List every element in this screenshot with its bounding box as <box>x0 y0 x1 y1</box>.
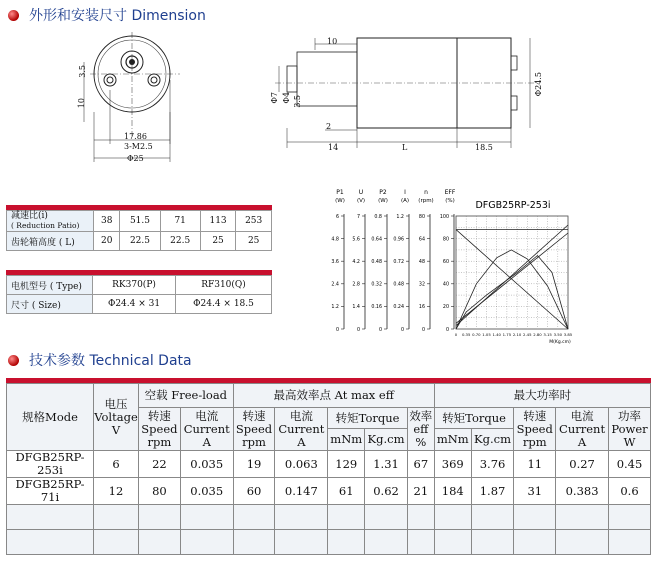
mp-power-header <box>609 408 651 451</box>
axis-tick-label: 3.6 <box>331 260 339 265</box>
axis-tick-label: 48 <box>418 260 425 265</box>
axis-tick-label: 6 <box>335 214 339 220</box>
x-axis-label: M(Kg.cm) <box>549 340 571 345</box>
mp-speed-en: Speed <box>516 421 553 436</box>
gearbox-height-row <box>7 232 272 251</box>
voltage-header-cn: 电压 <box>104 396 128 411</box>
red-bullet-icon <box>8 355 19 366</box>
mp-speed-cell: 11 <box>514 451 556 478</box>
table-row <box>7 451 651 478</box>
motor-size-cell: Φ24.4 × 31 <box>93 295 176 314</box>
model-header: 规格Mode <box>7 384 94 451</box>
ratio-cell: 71 <box>160 211 200 232</box>
mp-kgcm-cell: 3.76 <box>471 451 514 478</box>
mp-current-en: Current <box>559 421 606 436</box>
free-load-header: 空载 Free-load <box>139 384 234 408</box>
x-tick-label: 2.80 <box>533 332 542 337</box>
performance-chart <box>318 186 588 346</box>
axis-unit: (W) <box>378 198 388 204</box>
mp-mnm-cell: 184 <box>434 478 471 505</box>
mp-power-en: Power <box>611 421 648 436</box>
axis-tick-label: 4.2 <box>352 260 360 265</box>
me-kgcm-header: Kg.cm <box>365 429 408 451</box>
me-eff-cn: 效率 <box>409 408 433 423</box>
side-dim-phi245: Φ24.5 <box>534 72 543 97</box>
me-current-unit: A <box>297 434 306 449</box>
front-view-drawing <box>70 32 210 172</box>
axis-unit: (rpm) <box>418 198 434 204</box>
axis-tick-label: 60 <box>442 260 449 265</box>
fl-speed-cell: 22 <box>139 451 181 478</box>
x-tick-label: 0.70 <box>472 332 481 337</box>
reduction-ratio-label-cn: 减速比(i) <box>11 211 48 221</box>
chart-title: DFGB25RP-253i <box>475 200 551 211</box>
axis-tick-label: 0.72 <box>393 260 404 265</box>
axis-unit: (%) <box>445 198 455 204</box>
side-dim-phi4: Φ4 <box>282 92 291 104</box>
voltage-cell: 12 <box>94 478 139 505</box>
me-speed-unit: rpm <box>242 434 266 449</box>
tech-header-row-1 <box>7 384 651 408</box>
front-dim-35: 3.5 <box>78 65 87 78</box>
mp-current-header <box>556 408 609 451</box>
me-speed-header <box>233 408 275 451</box>
mp-power-unit: W <box>623 434 636 449</box>
axis-name: U <box>358 189 364 196</box>
axis-unit: (V) <box>356 198 366 204</box>
gearbox-height-label: 齿轮箱高度 ( L) <box>7 232 94 251</box>
front-dim-1786: 17.86 <box>124 132 147 141</box>
axis-tick-label: 0.48 <box>371 260 382 265</box>
series-line-p2 <box>456 250 568 329</box>
front-dim-m25: 3-M2.5 <box>124 142 153 151</box>
axis-tick-label: 0.8 <box>374 214 382 220</box>
mp-speed-unit: rpm <box>522 434 547 449</box>
motor-type-label: 电机型号 ( Type) <box>7 276 93 295</box>
me-kgcm-cell: 1.31 <box>365 451 408 478</box>
mp-kgcm-header: Kg.cm <box>471 429 514 451</box>
table-row <box>7 478 651 505</box>
model-cell: DFGB25RP-71i <box>7 478 94 505</box>
axis-name: EFF <box>444 189 456 196</box>
series-line-p1 <box>456 233 568 323</box>
axis-tick-label: 0.96 <box>393 237 404 243</box>
axis-tick-label: 64 <box>418 237 425 243</box>
ratio-cell: 51.5 <box>120 211 160 232</box>
axis-tick-label: 2.4 <box>331 282 339 288</box>
me-mnm-cell: 61 <box>328 478 365 505</box>
motor-size-row <box>7 295 272 314</box>
axis-tick-label: 1.4 <box>352 305 360 311</box>
me-eff-cell: 21 <box>407 478 434 505</box>
x-tick-label: 1.40 <box>492 332 501 337</box>
axis-tick-label: 80 <box>418 214 425 220</box>
dimension-section-title <box>8 5 206 25</box>
reduction-ratio-label <box>7 211 94 232</box>
mp-speed-cn: 转速 <box>523 408 547 423</box>
side-dim-2: 2 <box>326 122 332 131</box>
empty-row <box>7 505 651 530</box>
voltage-header <box>94 384 139 451</box>
fl-current-cell: 0.035 <box>180 451 233 478</box>
ratio-cell: 113 <box>200 211 236 232</box>
mp-mnm-header: mNm <box>434 429 471 451</box>
axis-name: P1 <box>336 189 344 196</box>
mp-power-cell: 0.6 <box>609 478 651 505</box>
x-tick-label: 2.45 <box>523 332 532 337</box>
me-speed-en: Speed <box>235 421 273 436</box>
ratio-cell: 253 <box>236 211 272 232</box>
fl-current-unit: A <box>202 434 211 449</box>
side-dim-10: 10 <box>327 37 338 46</box>
x-tick-label: 3.15 <box>543 332 552 337</box>
voltage-header-en: Voltage <box>94 409 138 424</box>
height-cell: 22.5 <box>160 232 200 251</box>
me-mnm-cell: 129 <box>328 451 365 478</box>
height-cell: 20 <box>94 232 120 251</box>
x-tick-label: 2.10 <box>512 332 522 337</box>
front-dim-10: 10 <box>77 98 86 109</box>
mp-power-cn: 功率 <box>618 408 641 423</box>
height-cell: 25 <box>236 232 272 251</box>
motor-table <box>6 275 272 314</box>
motor-size-label: 尺寸 ( Size) <box>7 295 93 314</box>
ratio-cell: 38 <box>94 211 120 232</box>
axis-tick-label: 100 <box>439 214 449 220</box>
axis-name: n <box>424 189 428 196</box>
me-mnm-header: mNm <box>328 429 365 451</box>
motor-type-cell: RK370(P) <box>93 276 176 295</box>
technical-table <box>6 383 651 555</box>
voltage-header-unit: V <box>111 422 121 437</box>
axis-tick-label: 0 <box>421 327 425 333</box>
empty-row <box>7 530 651 555</box>
axis-tick-label: 1.2 <box>331 305 339 311</box>
fl-current-cn: 电流 <box>195 408 219 423</box>
axis-name: I <box>404 189 406 196</box>
height-cell: 22.5 <box>120 232 160 251</box>
axis-unit: (A) <box>400 198 410 204</box>
axis-tick-label: 0 <box>400 327 404 333</box>
me-speed-cell: 60 <box>233 478 275 505</box>
x-tick-label: 3.50 <box>553 332 563 337</box>
side-dim-phi7: Φ7 <box>270 92 279 104</box>
axis-tick-label: 0 <box>335 327 339 333</box>
axis-tick-label: 0.64 <box>371 237 382 243</box>
reduction-ratio-row <box>7 211 272 232</box>
me-speed-cell: 19 <box>233 451 275 478</box>
axis-tick-label: 0 <box>378 327 382 333</box>
front-dim-phi25: Φ25 <box>127 154 144 163</box>
mp-speed-header <box>514 408 556 451</box>
technical-section-title <box>8 350 192 370</box>
technical-title-text: 技术参数 Technical Data <box>29 353 192 369</box>
motor-type-cell: RF310(Q) <box>176 276 272 295</box>
x-tick-label: 0.35 <box>461 332 471 337</box>
fl-speed-cn: 转速 <box>147 408 171 423</box>
mp-current-cell: 0.383 <box>556 478 609 505</box>
axis-tick-label: 2.8 <box>352 282 360 288</box>
mp-mnm-cell: 369 <box>434 451 471 478</box>
x-tick-label: 1.05 <box>482 332 491 337</box>
me-eff-unit: % <box>415 434 427 449</box>
mp-current-cell: 0.27 <box>556 451 609 478</box>
axis-tick-label: 40 <box>442 282 449 288</box>
fl-current-en: Current <box>183 421 230 436</box>
axis-tick-label: 0 <box>356 327 360 333</box>
height-cell: 25 <box>200 232 236 251</box>
motor-type-row <box>7 276 272 295</box>
reduction-table <box>6 210 272 251</box>
mp-power-cell: 0.45 <box>609 451 651 478</box>
axis-tick-label: 0.24 <box>393 305 404 311</box>
me-torque-header: 转矩Torque <box>328 408 408 429</box>
side-dim-35: 3.5 <box>293 95 302 108</box>
axis-tick-label: 0 <box>445 327 449 333</box>
axis-tick-label: 4.8 <box>331 237 339 243</box>
x-tick-label: 3.85 <box>563 332 573 337</box>
x-tick-label: 1.75 <box>502 332 512 337</box>
mp-torque-header: 转矩Torque <box>434 408 514 429</box>
axis-tick-label: 1.2 <box>396 214 404 220</box>
me-current-header <box>275 408 328 451</box>
axis-tick-label: 5.6 <box>352 237 360 243</box>
me-kgcm-cell: 0.62 <box>365 478 408 505</box>
fl-speed-header <box>139 408 181 451</box>
me-current-cn: 电流 <box>289 408 313 423</box>
axis-tick-label: 0.16 <box>371 305 382 311</box>
me-speed-cn: 转速 <box>242 408 266 423</box>
fl-current-cell: 0.035 <box>180 478 233 505</box>
model-cell: DFGB25RP-253i <box>7 451 94 478</box>
series-line-n <box>456 230 568 329</box>
fl-speed-en: Speed <box>141 421 178 436</box>
axis-unit: (W) <box>335 198 345 204</box>
fl-speed-unit: rpm <box>147 434 172 449</box>
mp-current-unit: A <box>577 434 587 449</box>
axis-name: P2 <box>379 189 387 196</box>
axis-tick-label: 20 <box>442 305 449 311</box>
me-current-cell: 0.063 <box>275 451 328 478</box>
axis-tick-label: 0.32 <box>371 282 382 288</box>
mp-speed-cell: 31 <box>514 478 556 505</box>
x-tick-label: 0 <box>454 332 458 337</box>
motor-size-cell: Φ24.4 × 18.5 <box>176 295 272 314</box>
me-eff-en: eff <box>413 421 429 436</box>
axis-tick-label: 16 <box>418 305 425 311</box>
axis-tick-label: 80 <box>442 237 449 243</box>
dimension-title-text: 外形和安装尺寸 Dimension <box>29 8 206 24</box>
me-eff-header <box>407 408 434 451</box>
me-eff-cell: 67 <box>407 451 434 478</box>
me-current-cell: 0.147 <box>275 478 328 505</box>
side-dim-14: 14 <box>328 143 339 152</box>
voltage-cell: 6 <box>94 451 139 478</box>
max-power-header: 最大功率时 <box>434 384 650 408</box>
series-line-i <box>456 225 568 326</box>
red-bullet-icon <box>8 10 19 21</box>
fl-speed-cell: 80 <box>139 478 181 505</box>
side-dim-l: L <box>402 143 408 152</box>
max-eff-header: 最高效率点 At max eff <box>233 384 434 408</box>
fl-current-header <box>180 408 233 451</box>
reduction-ratio-label-en: ( Reduction Patio) <box>11 221 80 230</box>
side-view-drawing <box>275 30 555 160</box>
axis-tick-label: 7 <box>356 214 360 220</box>
axis-tick-label: 0.48 <box>393 282 404 288</box>
side-dim-185: 18.5 <box>475 143 493 152</box>
mp-kgcm-cell: 1.87 <box>471 478 514 505</box>
me-current-en: Current <box>278 421 325 436</box>
axis-tick-label: 32 <box>418 282 425 288</box>
mp-current-cn: 电流 <box>570 408 594 423</box>
